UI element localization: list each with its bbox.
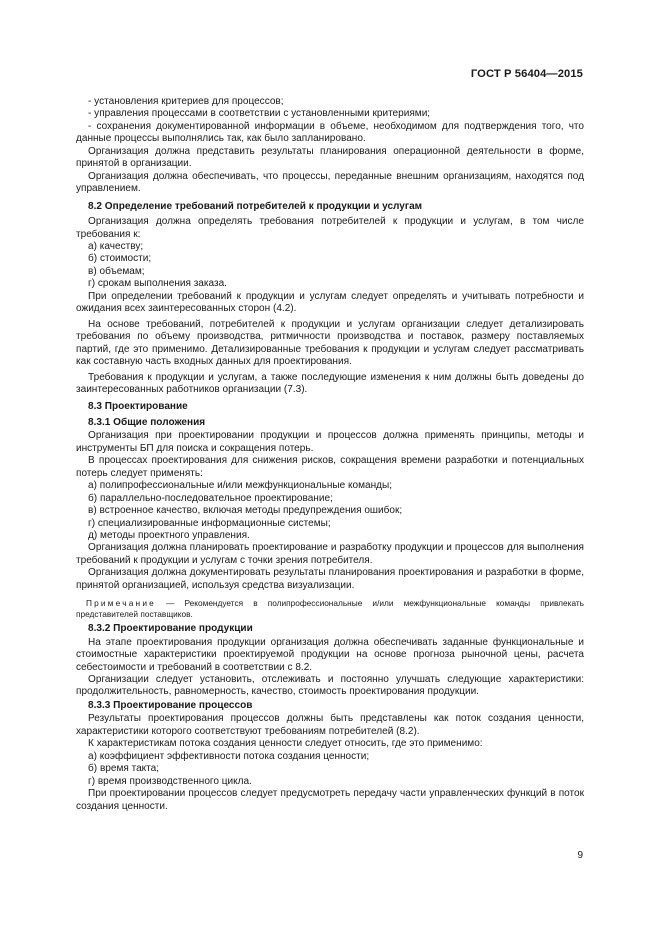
paragraph: Организация должна определять требования потребителей к продукции и услугам, в том числе требования к: (76, 216, 584, 240)
document-body (76, 96, 584, 813)
list-item: а) качеству; (88, 240, 144, 252)
paragraph: На основе требований, потребителей к продукции и услугам организации следует детализировать требования по объему производства, ритмичности производства и поставок, размеру поставляемых партий, где это применимо. Детализированные требования к продукции и услугам следует рассматривать как составную часть входных данных для проектирования. (76, 318, 584, 368)
paragraph: Требования к продукции и услугам, а также последующие изменения к ним должны быть доведены до заинтересованных работников организации (7.3). (76, 371, 584, 395)
list-item: б) параллельно-последовательное проектирование; (88, 492, 333, 504)
paragraph: Организация должна планировать проектирование и разработку продукции и процессов для выполнения требований к продукции и услугам с точки зрения потребителя. (76, 542, 584, 566)
note-text: — Рекомендуется в полипрофессиональные и/или межфункциональные команды привлекать представителей поставщиков. (76, 598, 584, 619)
subsection-heading-8-3-3: 8.3.3 Проектирование процессов (88, 699, 253, 711)
subsection-heading-8-3-1: 8.3.1 Общие положения (88, 416, 206, 428)
paragraph: Организация должна документировать результаты планирования проектирования и разработки в форме, принятой организацией, используя средства визуализации. (76, 567, 584, 591)
paragraph: При определении требований к продукции и услугам следует определять и учитывать потребности и ожидания всех заинтересованных сторон (4.2). (76, 290, 584, 315)
paragraph: На этапе проектирования продукции организация должна обеспечивать заданные функциональные и стоимостные характеристики проектируемой продукции на основе прогноза рыночной цены, расчета себестоимости и требований в соответствии с 8.2. (76, 636, 584, 673)
list-item: а) полипрофессиональные и/или межфункциональные команды; (88, 480, 393, 492)
paragraph: Организация при проектировании продукции и процессов должна применять принципы, методы и инструменты БП для поиска и сокращения потерь. (76, 430, 584, 454)
page-number: 9 (577, 850, 583, 861)
paragraph: Организации следует установить, отслеживать и постоянно улучшать следующие характеристики: продолжительность, равномерность, качество, стоимость проектирования продукции. (76, 674, 584, 698)
list-item: г) время производственного цикла. (88, 775, 252, 787)
subsection-heading-8-3-2: 8.3.2 Проектирование продукции (88, 623, 253, 635)
list-item: г) специализированные информационные системы; (88, 517, 331, 529)
paragraph: К характеристикам потока создания ценности следует относить, где это применимо: (88, 738, 483, 750)
paragraph: При проектировании процессов следует предусмотреть передачу части управленческих функций в поток создания ценности. (76, 788, 584, 812)
section-heading-8-2: 8.2 Определение требований потребителей к продукции и услугам (88, 200, 423, 212)
list-item: б) время такта; (88, 763, 160, 775)
paragraph: Организация должна представить результаты планирования операционной деятельности в форме, принятой в организации. (76, 145, 584, 170)
list-item: а) коэффициент эффективности потока создания ценности; (88, 750, 370, 762)
list-item: в) объемам; (88, 265, 145, 277)
list-item: в) встроенное качество, включая методы предупреждения ошибок; (88, 505, 403, 517)
note-label: Примечание (85, 598, 156, 609)
list-item: - установления критериев для процессов; (88, 96, 284, 107)
list-item: г) срокам выполнения заказа. (88, 278, 227, 290)
paragraph: Результаты проектирования процессов должны быть представлены как поток создания ценности, характеристики которого соответствуют требованиям потребителей (8.2). (76, 713, 584, 737)
section-heading-8-3: 8.3 Проектирование (88, 401, 188, 413)
list-item: д) методы проектного управления. (88, 529, 250, 541)
list-item: - сохранения документированной информации в объеме, необходимом для подтверждения того, что данные процессы выполнялись так, как было запланировано. (76, 120, 584, 145)
paragraph: В процессах проектирования для снижения рисков, сокращения времени разработки и потенциальных потерь следует применять: (76, 455, 584, 479)
list-item: - управления процессами в соответствии с установленными критериями; (88, 108, 431, 120)
list-item: б) стоимости; (88, 253, 152, 265)
paragraph: Организация должна обеспечивать, что процессы, переданные внешним организациям, находятся под управлением. (76, 170, 584, 195)
document-standard-id: ГОСТ Р 56404—2015 (470, 68, 583, 80)
note (76, 598, 584, 619)
